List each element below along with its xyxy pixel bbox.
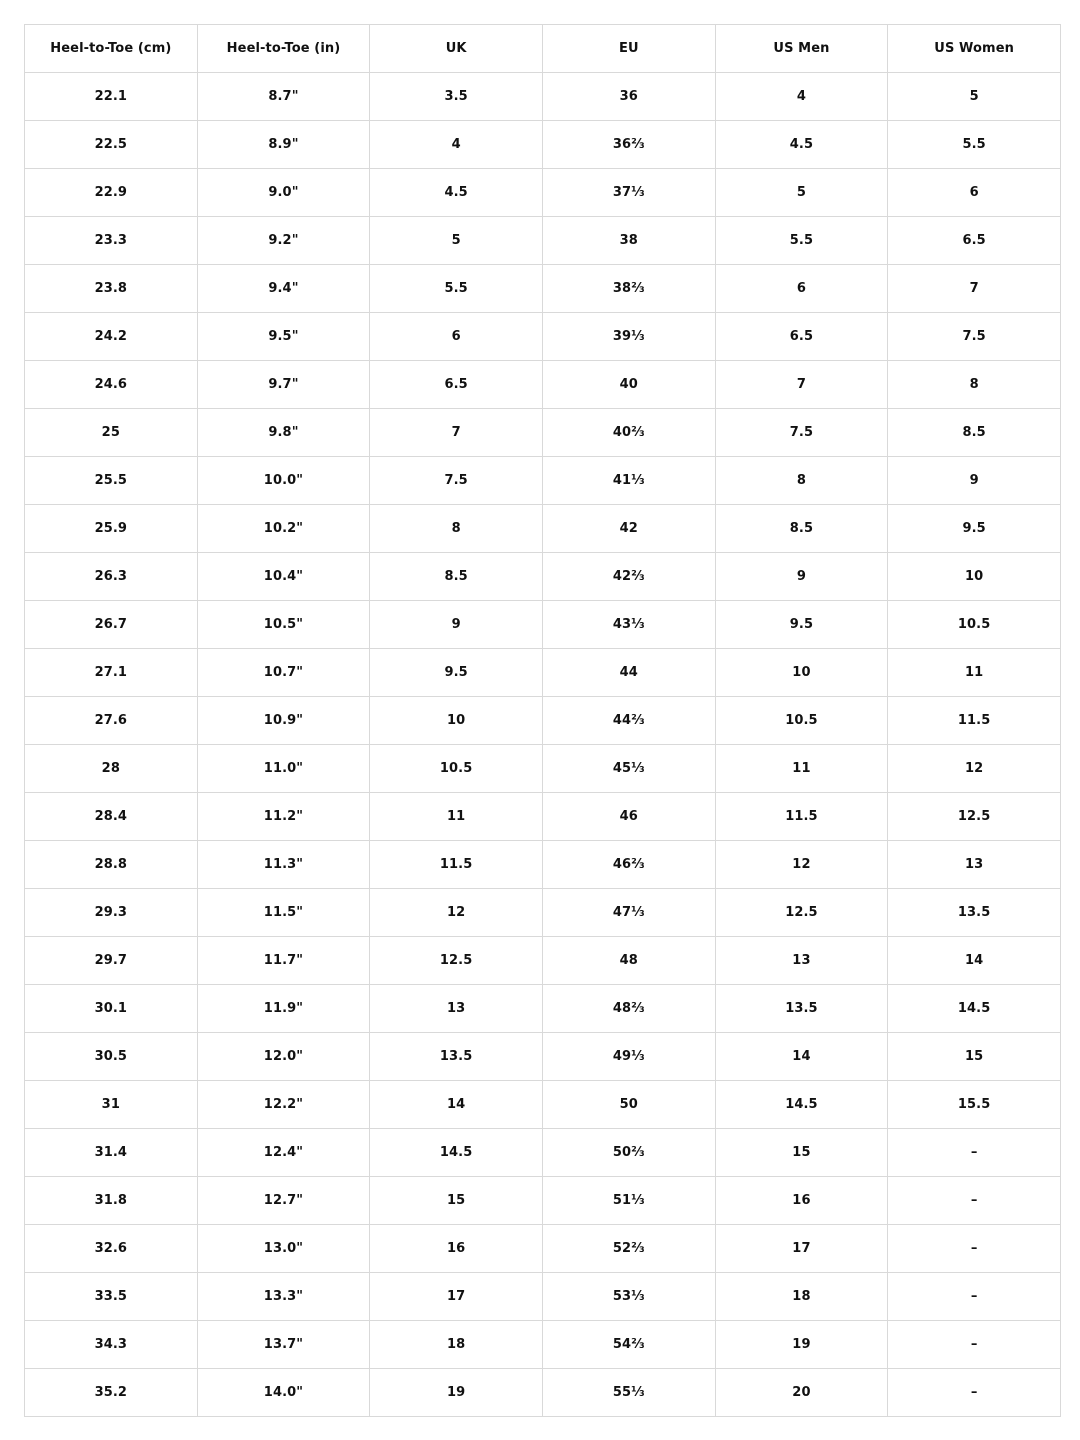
table-row (25, 1273, 1061, 1321)
table-row (25, 1033, 1061, 1081)
cell-eu: 46 (542, 793, 715, 841)
cell-heel-to-toe-in: 14.0" (197, 1369, 370, 1417)
cell-heel-to-toe-cm: 32.6 (25, 1225, 198, 1273)
cell-us-men: 15 (715, 1129, 888, 1177)
cell-eu: 41⅓ (542, 457, 715, 505)
cell-uk: 4 (370, 121, 543, 169)
cell-us-women: 12 (888, 745, 1061, 793)
cell-eu: 44 (542, 649, 715, 697)
cell-us-women: – (888, 1369, 1061, 1417)
cell-eu: 48 (542, 937, 715, 985)
cell-heel-to-toe-in: 9.7" (197, 361, 370, 409)
cell-us-women: 12.5 (888, 793, 1061, 841)
cell-eu: 49⅓ (542, 1033, 715, 1081)
header-eu: EU (542, 25, 715, 73)
cell-heel-to-toe-in: 9.0" (197, 169, 370, 217)
table-row (25, 217, 1061, 265)
cell-eu: 52⅔ (542, 1225, 715, 1273)
header-uk: UK (370, 25, 543, 73)
cell-us-men: 13 (715, 937, 888, 985)
cell-us-women: 11.5 (888, 697, 1061, 745)
table-row (25, 1369, 1061, 1417)
cell-heel-to-toe-in: 12.2" (197, 1081, 370, 1129)
cell-uk: 6.5 (370, 361, 543, 409)
table-row (25, 361, 1061, 409)
cell-heel-to-toe-cm: 30.5 (25, 1033, 198, 1081)
cell-eu: 39⅓ (542, 313, 715, 361)
cell-eu: 43⅓ (542, 601, 715, 649)
table-row (25, 601, 1061, 649)
cell-heel-to-toe-cm: 28.4 (25, 793, 198, 841)
cell-heel-to-toe-in: 10.7" (197, 649, 370, 697)
cell-heel-to-toe-in: 12.0" (197, 1033, 370, 1081)
table-row (25, 553, 1061, 601)
cell-uk: 10.5 (370, 745, 543, 793)
cell-heel-to-toe-cm: 27.6 (25, 697, 198, 745)
cell-us-men: 18 (715, 1273, 888, 1321)
cell-uk: 14 (370, 1081, 543, 1129)
cell-us-men: 5 (715, 169, 888, 217)
cell-us-women: – (888, 1177, 1061, 1225)
table-row (25, 793, 1061, 841)
cell-heel-to-toe-in: 10.4" (197, 553, 370, 601)
cell-eu: 36⅔ (542, 121, 715, 169)
header-us-men: US Men (715, 25, 888, 73)
cell-heel-to-toe-cm: 28.8 (25, 841, 198, 889)
cell-uk: 4.5 (370, 169, 543, 217)
cell-us-women: 9.5 (888, 505, 1061, 553)
cell-heel-to-toe-cm: 33.5 (25, 1273, 198, 1321)
cell-us-women: – (888, 1129, 1061, 1177)
cell-uk: 16 (370, 1225, 543, 1273)
cell-heel-to-toe-cm: 29.7 (25, 937, 198, 985)
cell-heel-to-toe-in: 10.5" (197, 601, 370, 649)
cell-uk: 12 (370, 889, 543, 937)
cell-eu: 40 (542, 361, 715, 409)
cell-us-men: 13.5 (715, 985, 888, 1033)
table-row (25, 265, 1061, 313)
cell-heel-to-toe-in: 8.7" (197, 73, 370, 121)
table-row (25, 649, 1061, 697)
cell-heel-to-toe-cm: 35.2 (25, 1369, 198, 1417)
cell-uk: 17 (370, 1273, 543, 1321)
cell-heel-to-toe-cm: 27.1 (25, 649, 198, 697)
table-row (25, 1129, 1061, 1177)
cell-us-men: 9 (715, 553, 888, 601)
table-row (25, 937, 1061, 985)
cell-heel-to-toe-in: 11.9" (197, 985, 370, 1033)
cell-heel-to-toe-cm: 30.1 (25, 985, 198, 1033)
cell-heel-to-toe-cm: 25.9 (25, 505, 198, 553)
cell-uk: 8.5 (370, 553, 543, 601)
cell-us-men: 6.5 (715, 313, 888, 361)
cell-us-men: 7.5 (715, 409, 888, 457)
table-row (25, 505, 1061, 553)
table-row (25, 169, 1061, 217)
header-us-women: US Women (888, 25, 1061, 73)
cell-heel-to-toe-cm: 31.4 (25, 1129, 198, 1177)
cell-us-men: 12 (715, 841, 888, 889)
table-row (25, 1225, 1061, 1273)
cell-uk: 11.5 (370, 841, 543, 889)
table-row (25, 1081, 1061, 1129)
cell-heel-to-toe-in: 8.9" (197, 121, 370, 169)
cell-eu: 45⅓ (542, 745, 715, 793)
cell-us-women: 5.5 (888, 121, 1061, 169)
cell-heel-to-toe-cm: 24.6 (25, 361, 198, 409)
table-row (25, 121, 1061, 169)
cell-us-men: 20 (715, 1369, 888, 1417)
cell-uk: 10 (370, 697, 543, 745)
cell-heel-to-toe-cm: 22.5 (25, 121, 198, 169)
cell-heel-to-toe-in: 13.7" (197, 1321, 370, 1369)
cell-heel-to-toe-in: 9.8" (197, 409, 370, 457)
cell-eu: 36 (542, 73, 715, 121)
cell-uk: 7 (370, 409, 543, 457)
cell-us-men: 8 (715, 457, 888, 505)
cell-eu: 47⅓ (542, 889, 715, 937)
cell-us-men: 14.5 (715, 1081, 888, 1129)
cell-us-men: 10 (715, 649, 888, 697)
cell-us-men: 12.5 (715, 889, 888, 937)
cell-us-women: 6 (888, 169, 1061, 217)
cell-eu: 38 (542, 217, 715, 265)
cell-heel-to-toe-cm: 23.3 (25, 217, 198, 265)
cell-heel-to-toe-cm: 31 (25, 1081, 198, 1129)
cell-us-women: 15 (888, 1033, 1061, 1081)
cell-heel-to-toe-in: 12.4" (197, 1129, 370, 1177)
cell-us-women: 10.5 (888, 601, 1061, 649)
cell-heel-to-toe-cm: 26.7 (25, 601, 198, 649)
table-row (25, 841, 1061, 889)
cell-uk: 6 (370, 313, 543, 361)
cell-heel-to-toe-cm: 34.3 (25, 1321, 198, 1369)
table-row (25, 697, 1061, 745)
cell-heel-to-toe-in: 12.7" (197, 1177, 370, 1225)
cell-us-men: 9.5 (715, 601, 888, 649)
cell-us-men: 8.5 (715, 505, 888, 553)
cell-us-men: 6 (715, 265, 888, 313)
cell-uk: 5.5 (370, 265, 543, 313)
cell-us-women: 9 (888, 457, 1061, 505)
cell-heel-to-toe-in: 9.4" (197, 265, 370, 313)
cell-us-women: 5 (888, 73, 1061, 121)
cell-heel-to-toe-cm: 29.3 (25, 889, 198, 937)
cell-us-men: 10.5 (715, 697, 888, 745)
cell-heel-to-toe-cm: 26.3 (25, 553, 198, 601)
cell-heel-to-toe-cm: 22.1 (25, 73, 198, 121)
cell-eu: 54⅔ (542, 1321, 715, 1369)
table-row (25, 1177, 1061, 1225)
cell-heel-to-toe-cm: 25 (25, 409, 198, 457)
cell-heel-to-toe-in: 9.2" (197, 217, 370, 265)
cell-uk: 8 (370, 505, 543, 553)
cell-us-women: – (888, 1225, 1061, 1273)
cell-us-women: – (888, 1321, 1061, 1369)
cell-heel-to-toe-in: 11.5" (197, 889, 370, 937)
table-row (25, 1321, 1061, 1369)
cell-us-women: 8 (888, 361, 1061, 409)
cell-heel-to-toe-in: 11.3" (197, 841, 370, 889)
cell-us-women: 8.5 (888, 409, 1061, 457)
header-row (25, 25, 1061, 73)
cell-eu: 37⅓ (542, 169, 715, 217)
cell-heel-to-toe-in: 10.9" (197, 697, 370, 745)
cell-us-men: 5.5 (715, 217, 888, 265)
cell-eu: 42 (542, 505, 715, 553)
cell-uk: 7.5 (370, 457, 543, 505)
table-body (25, 73, 1061, 1417)
cell-eu: 46⅔ (542, 841, 715, 889)
cell-us-men: 11 (715, 745, 888, 793)
header-heel-to-toe-in: Heel-to-Toe (in) (197, 25, 370, 73)
cell-us-men: 17 (715, 1225, 888, 1273)
cell-uk: 14.5 (370, 1129, 543, 1177)
shoe-size-table (24, 24, 1061, 1417)
table-row (25, 313, 1061, 361)
cell-us-women: – (888, 1273, 1061, 1321)
cell-us-women: 13.5 (888, 889, 1061, 937)
cell-heel-to-toe-in: 10.0" (197, 457, 370, 505)
table-row (25, 457, 1061, 505)
cell-heel-to-toe-in: 10.2" (197, 505, 370, 553)
cell-eu: 50 (542, 1081, 715, 1129)
cell-us-men: 4 (715, 73, 888, 121)
cell-eu: 51⅓ (542, 1177, 715, 1225)
cell-heel-to-toe-cm: 22.9 (25, 169, 198, 217)
cell-heel-to-toe-cm: 23.8 (25, 265, 198, 313)
cell-us-men: 11.5 (715, 793, 888, 841)
table-row (25, 745, 1061, 793)
cell-us-women: 13 (888, 841, 1061, 889)
table-row (25, 889, 1061, 937)
cell-us-women: 14 (888, 937, 1061, 985)
cell-heel-to-toe-cm: 31.8 (25, 1177, 198, 1225)
cell-heel-to-toe-cm: 25.5 (25, 457, 198, 505)
cell-uk: 5 (370, 217, 543, 265)
cell-eu: 40⅔ (542, 409, 715, 457)
cell-us-women: 7 (888, 265, 1061, 313)
cell-heel-to-toe-in: 13.3" (197, 1273, 370, 1321)
table-row (25, 409, 1061, 457)
cell-us-women: 14.5 (888, 985, 1061, 1033)
cell-uk: 12.5 (370, 937, 543, 985)
cell-us-women: 10 (888, 553, 1061, 601)
cell-us-men: 7 (715, 361, 888, 409)
cell-eu: 48⅔ (542, 985, 715, 1033)
cell-us-men: 4.5 (715, 121, 888, 169)
cell-uk: 18 (370, 1321, 543, 1369)
cell-uk: 9.5 (370, 649, 543, 697)
cell-heel-to-toe-in: 11.7" (197, 937, 370, 985)
cell-us-men: 19 (715, 1321, 888, 1369)
cell-eu: 44⅔ (542, 697, 715, 745)
cell-us-women: 11 (888, 649, 1061, 697)
cell-uk: 13 (370, 985, 543, 1033)
table-row (25, 73, 1061, 121)
cell-us-men: 14 (715, 1033, 888, 1081)
cell-heel-to-toe-in: 11.2" (197, 793, 370, 841)
cell-uk: 13.5 (370, 1033, 543, 1081)
cell-eu: 38⅔ (542, 265, 715, 313)
cell-heel-to-toe-in: 11.0" (197, 745, 370, 793)
cell-heel-to-toe-cm: 28 (25, 745, 198, 793)
header-heel-to-toe-cm: Heel-to-Toe (cm) (25, 25, 198, 73)
cell-uk: 19 (370, 1369, 543, 1417)
cell-eu: 55⅓ (542, 1369, 715, 1417)
table-header (25, 25, 1061, 73)
cell-us-women: 15.5 (888, 1081, 1061, 1129)
cell-heel-to-toe-cm: 24.2 (25, 313, 198, 361)
cell-eu: 42⅔ (542, 553, 715, 601)
cell-uk: 3.5 (370, 73, 543, 121)
cell-eu: 50⅔ (542, 1129, 715, 1177)
cell-uk: 15 (370, 1177, 543, 1225)
cell-uk: 9 (370, 601, 543, 649)
cell-eu: 53⅓ (542, 1273, 715, 1321)
cell-heel-to-toe-in: 9.5" (197, 313, 370, 361)
cell-heel-to-toe-in: 13.0" (197, 1225, 370, 1273)
cell-us-women: 6.5 (888, 217, 1061, 265)
table-row (25, 985, 1061, 1033)
cell-uk: 11 (370, 793, 543, 841)
cell-us-men: 16 (715, 1177, 888, 1225)
cell-us-women: 7.5 (888, 313, 1061, 361)
